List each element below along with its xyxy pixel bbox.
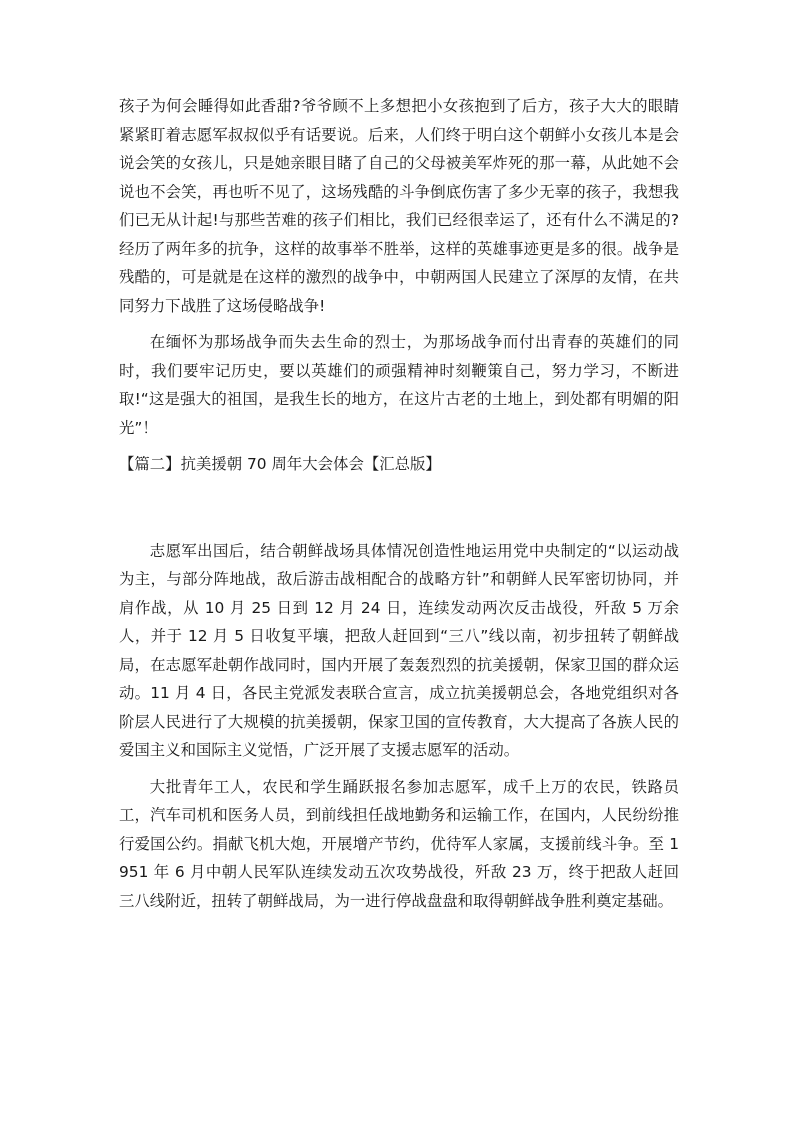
document-body [119,92,679,915]
blank-gap [119,479,679,537]
paragraph-volunteer-army: 志愿军出国后，结合朝鲜战场具体情况创造性地运用党中央制定的“以运动战为主，与部分阵地战，敌后游击战相配合的战略方针”和朝鲜人民军密切协同，并肩作战，从 10 月 25 日到 12 月 24 日，连续发动两次反击战役，歼敌 5 万余人，并于 12 月 5 日收复平壤，把敌人赶回到“三八”线以南，初步扭转了朝鲜战局，在志愿军赴朝作战同时，国内开展了轰轰烈烈的抗美援朝，保家卫国的群众运动。11 月 4 日，各民主党派发表联合宣言，成立抗美援朝总会，各地党组织对各阶层人民进行了大规模的抗美援朝，保家卫国的宣传教育，大大提高了各族人民的爱国主义和国际主义觉悟，广泛开展了支援志愿军的活动。 [119,541,679,759]
paragraph-tribute: 在缅怀为那场战争而失去生命的烈士，为那场战争而付出青春的英雄们的同时，我们要牢记历史，要以英雄们的顽强精神时刻鞭策自己，努力学习，不断进取!“这是强大的祖国，是我生长的地方，在这片古老的土地上，到处都有明媚的阳光”！ [119,333,679,437]
paragraph-continuation: 孩子为何会睡得如此香甜?爷爷顾不上多想把小女孩抱到了后方，孩子大大的眼睛紧紧盯着志愿军叔叔似乎有话要说。后来，人们终于明白这个朝鲜小女孩儿本是会说会笑的女孩儿，只是她亲眼目睹了自己的父母被美军炸死的那一幕，从此她不会说也不会笑，再也听不见了，这场残酷的斗争倒底伤害了多少无辜的孩子，我想我们已无从计起!与那些苦难的孩子们相比，我们已经很幸运了，还有什么不满足的?经历了两年多的抗争，这样的故事举不胜举，这样的英雄事迹更是多的很。战争是残酷的，可是就是在这样的激烈的战争中，中朝两国人民建立了深厚的友情，在共同努力下战胜了这场侵略战争! [119,97,679,315]
paragraph-youth-enlistment: 大批青年工人，农民和学生踊跃报名参加志愿军，成千上万的农民，铁路员工，汽车司机和医务人员，到前线担任战地勤务和运输工作，在国内，人民纷纷推行爱国公约。捐献飞机大炮，开展增产节约，优待军人家属，支援前线斗争。至 1951 年 6 月中朝人民军队连续发动五次攻势战役，歼敌 23 万，终于把敌人赶回三八线附近，扭转了朝鲜战局，为一进行停战盘盘和取得朝鲜战争胜利奠定基础。 [119,777,679,910]
section-heading: 【篇二】抗美援朝 70 周年大会体会【汇总版】 [119,455,441,473]
